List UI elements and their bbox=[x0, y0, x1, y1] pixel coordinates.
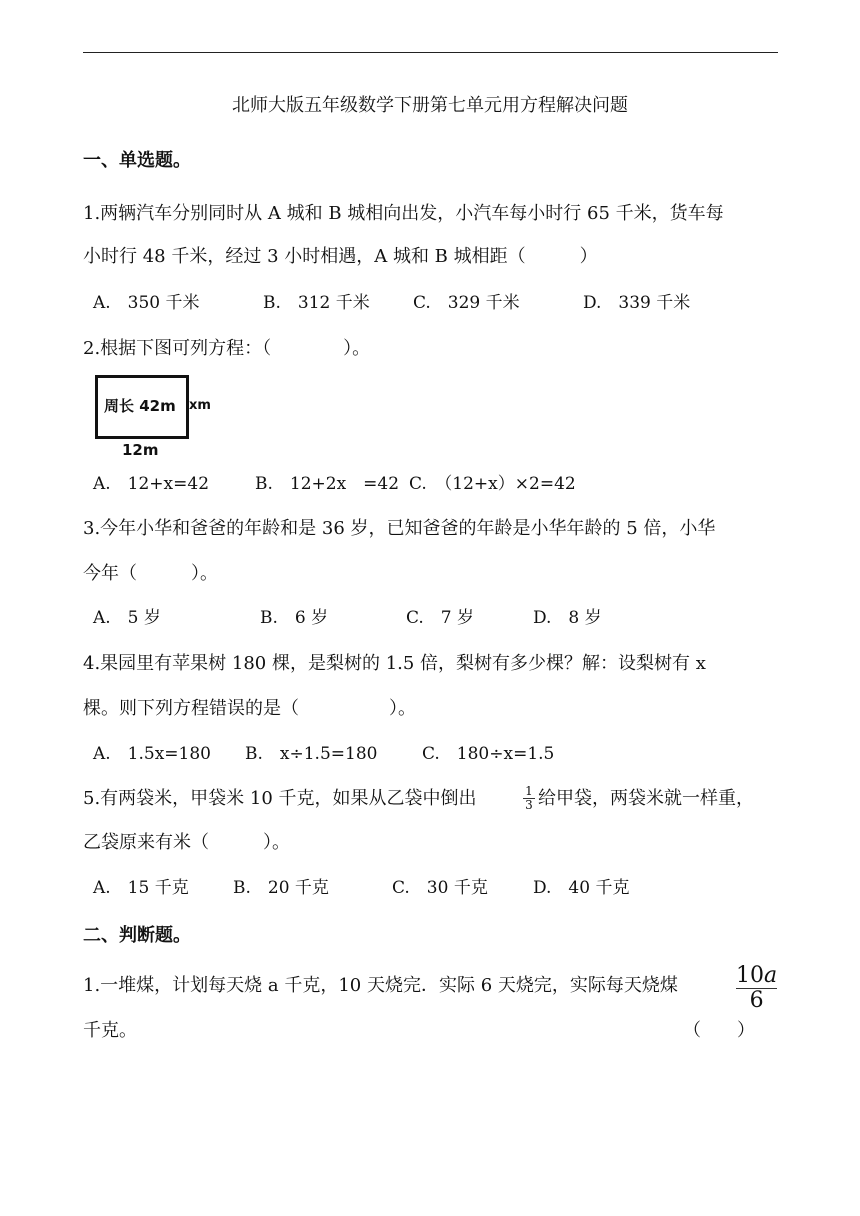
tf-q1-answer-bracket[interactable]: （ ） bbox=[683, 1020, 755, 1041]
q4-option-a[interactable]: A. 1.5x=180 bbox=[93, 744, 211, 764]
q1-option-d[interactable]: D. 339 千米 bbox=[583, 293, 691, 313]
figure-side-label: xm bbox=[189, 398, 211, 413]
q1-option-b[interactable]: B. 312 千米 bbox=[263, 293, 370, 313]
q1-line1: 1.两辆汽车分别同时从 A 城和 B 城相向出发，小汽车每小时行 65 千米，货车每 bbox=[83, 203, 724, 224]
q5-option-c[interactable]: C. 30 千克 bbox=[392, 878, 488, 898]
tf-q1-fraction bbox=[736, 964, 777, 1013]
q3-option-b[interactable]: B. 6 岁 bbox=[260, 608, 329, 628]
q5-fraction-one-third bbox=[523, 785, 535, 812]
q4-option-c[interactable]: C. 180÷x=1.5 bbox=[422, 744, 555, 764]
q4-option-b[interactable]: B. x÷1.5=180 bbox=[245, 744, 378, 764]
q5-line2: 乙袋原来有米（ ）。 bbox=[83, 832, 290, 853]
q3-line2: 今年（ ）。 bbox=[83, 563, 218, 584]
figure-perimeter-label: 周长 42m bbox=[104, 397, 176, 415]
q5-option-b[interactable]: B. 20 千克 bbox=[233, 878, 329, 898]
q3-option-c[interactable]: C. 7 岁 bbox=[406, 608, 475, 628]
q4-line2: 棵。则下列方程错误的是（ ）。 bbox=[83, 698, 416, 719]
page-title: 北师大版五年级数学下册第七单元用方程解决问题 bbox=[232, 95, 628, 116]
q5-option-d[interactable]: D. 40 千克 bbox=[533, 878, 630, 898]
figure-bottom-label: 12m bbox=[122, 441, 159, 459]
q3-option-a[interactable]: A. 5 岁 bbox=[93, 608, 161, 628]
q1-option-c[interactable]: C. 329 千米 bbox=[413, 293, 520, 313]
tf-q1-fraction-denominator: 6 bbox=[749, 988, 764, 1013]
q5-option-a[interactable]: A. 15 千克 bbox=[93, 878, 189, 898]
section-heading-single-choice: 一、单选题。 bbox=[83, 150, 191, 171]
tf-q1-line2: 千克。 bbox=[83, 1020, 137, 1041]
q1-option-a[interactable]: A. 350 千米 bbox=[93, 293, 200, 313]
header-rule bbox=[83, 52, 778, 53]
q4-line1: 4.果园里有苹果树 180 棵，是梨树的 1.5 倍，梨树有多少棵？解：设梨树有 x bbox=[83, 653, 706, 674]
q3-option-d[interactable]: D. 8 岁 bbox=[533, 608, 602, 628]
q2-line1: 2.根据下图可列方程：（ ）。 bbox=[83, 338, 371, 359]
section-heading-true-false: 二、判断题。 bbox=[83, 925, 191, 946]
q3-line1: 3.今年小华和爸爸的年龄和是 36 岁，已知爸爸的年龄是小华年龄的 5 倍，小华 bbox=[83, 518, 716, 539]
q1-line2: 小时行 48 千米，经过 3 小时相遇，A 城和 B 城相距（ ） bbox=[83, 246, 598, 267]
q2-option-b[interactable]: B. 12+2x =42 bbox=[255, 474, 400, 494]
q5-line1-start: 5.有两袋米，甲袋米 10 千克，如果从乙袋中倒出 bbox=[83, 788, 477, 809]
q2-option-a[interactable]: A. 12+x=42 bbox=[93, 474, 210, 494]
q5-line1-end: 给甲袋，两袋米就一样重， bbox=[538, 788, 754, 809]
q5-fraction-denominator: 3 bbox=[525, 798, 533, 812]
q2-option-c[interactable]: C. （12+x）×2=42 bbox=[409, 474, 576, 494]
q5-fraction-numerator: 1 bbox=[523, 785, 535, 799]
tf-q1-line1: 1.一堆煤，计划每天烧 a 千克，10 天烧完．实际 6 天烧完，实际每天烧煤 bbox=[83, 975, 678, 996]
tf-q1-fraction-numerator: 10a bbox=[736, 963, 778, 988]
